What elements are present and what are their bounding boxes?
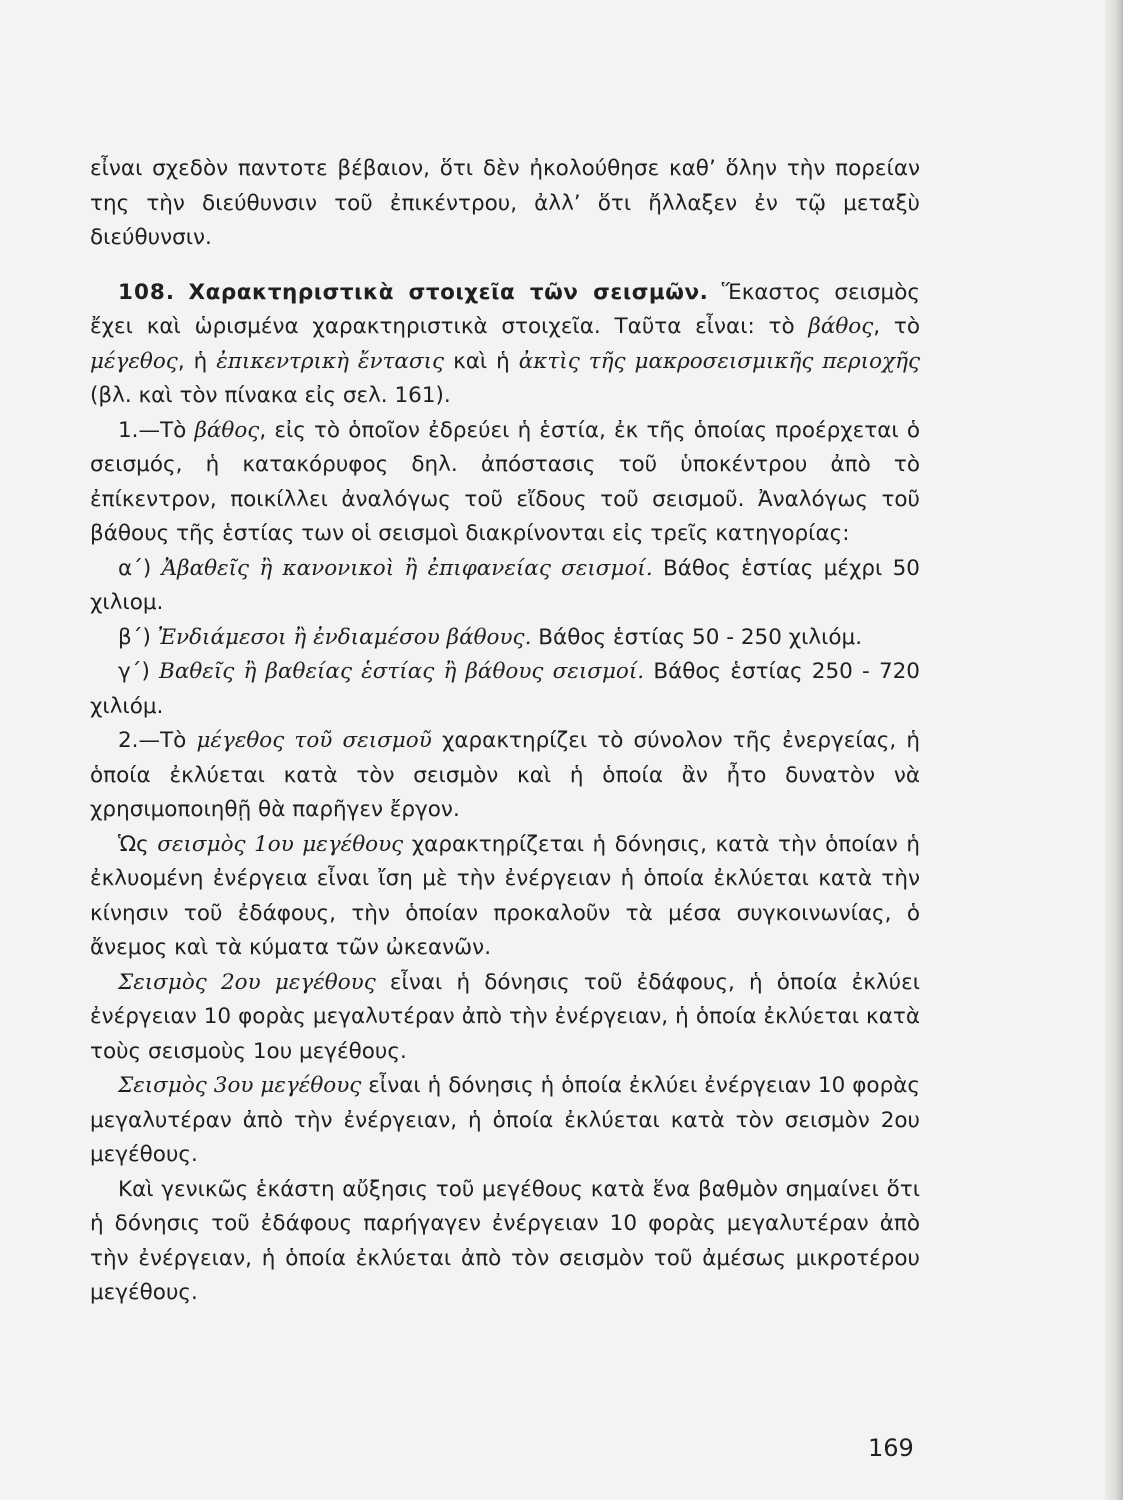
term-depth: βάθος xyxy=(808,314,874,339)
magnitude-lead: 2.—Τὸ xyxy=(118,728,197,753)
continued-paragraph: εἶναι σχεδὸν παντοτε βέβαιον, ὅτι δὲν ἠκολούθησε καθ’ ὅλην τὴν πορείαν της τὴν διεύθυνσιν τοῦ ἐπικέντρου, ἀλλ’ ὅτι ἤλλαξεν ἐν τῷ μεταξὺ διεύθυνσιν. xyxy=(90,156,920,250)
magnitude-paragraph xyxy=(90,724,920,828)
magnitude-1-paragraph xyxy=(90,828,920,966)
category-item xyxy=(90,621,920,656)
section-intro-text: καὶ ἡ xyxy=(444,348,519,374)
section-title: Χαρακτηριστικὰ στοιχεῖα τῶν σεισμῶν. xyxy=(188,279,709,305)
category-label: β΄) xyxy=(118,624,158,650)
section-intro-text: , ἡ xyxy=(177,348,217,374)
page-number: 169 xyxy=(868,1434,914,1462)
page-text xyxy=(90,152,920,1311)
section-intro-text: Ἕκαστος σεισμὸς ἔχει καὶ ὡρισμένα χαρακτηριστικὰ στοιχεῖα. Ταῦτα εἶναι: τὸ xyxy=(90,279,920,339)
magnitude-3-paragraph xyxy=(90,1069,920,1173)
term-epicentral-intensity: ἐπικεντρικὴ ἔντασις xyxy=(216,348,445,374)
mag3-text: εἶναι ἡ δόνησις ἡ ὁποία ἐκλύει ἐνέργειαν 10 φορὰς μεγαλυτέραν ἀπὸ τὴν ἐνέργειαν, ἡ ὁποία ἐκλύεται κατὰ τὸν σεισμὸν 2ου μεγέθους. xyxy=(90,1073,921,1167)
mag1-lead: Ὡς xyxy=(118,831,158,857)
section-108-paragraph xyxy=(90,276,920,414)
closing-paragraph: Καὶ γενικῶς ἑκάστη αὔξησις τοῦ μεγέθους κατὰ ἕνα βαθμὸν σημαίνει ὅτι ἡ δόνησις τοῦ ἐδάφους παρήγαγεν ἐνέργειαν 10 φορὰς μεγαλυτέραν ἀπὸ τὴν ἐνέργειαν, ἡ ὁποία ἐκλύεται ἀπὸ τὸν σεισμὸν τοῦ ἀμέσως μικροτέρου μεγέθους. xyxy=(90,1176,920,1305)
category-label: α΄) xyxy=(118,555,162,581)
mag2-text: εἶναι ἡ δόνησις τοῦ ἐδάφους, ἡ ὁποία ἐκλύει ἐνέργειαν 10 φορὰς μεγαλυτέραν ἀπὸ τὴν ἐνέργειαν, ἡ ὁποία ἐκλύεται κατὰ τοὺς σεισμοὺς 1ου μεγέθους. xyxy=(90,969,921,1064)
term-macroseismic-radius: ἀκτὶς τῆς μακροσεισμικῆς περιοχῆς xyxy=(518,348,920,374)
category-item xyxy=(90,655,920,724)
depth-paragraph xyxy=(90,414,920,552)
category-name: Βαθεῖς ἢ βαθείας ἑστίας ἢ βάθους σεισμοί. xyxy=(159,659,645,684)
depth-text: , εἰς τὸ ὁποῖον ἐδρεύει ἡ ἑστία, ἐκ τῆς ὁποίας προέρχεται ὁ σεισμός, ἡ κατακόρυφος δηλ. ἀπόστασις τοῦ ὑποκέντρου ἀπὸ τὸ ἐπίκεντρον, ποικίλλει ἀναλόγως τοῦ εἴδους τοῦ σεισμοῦ. Ἀναλόγως τοῦ βάθους τῆς ἑστίας των οἱ σεισμοὶ διακρίνονται εἰς τρεῖς κατηγορίας: xyxy=(90,417,920,546)
mag3-term: Σεισμὸς 3ου μεγέθους xyxy=(118,1073,362,1098)
category-desc: Βάθος ἑστίας 50 - 250 χιλιόμ. xyxy=(531,624,863,650)
category-desc: Βάθος ἑστίας 250 - 720 χιλιόμ. xyxy=(90,659,920,719)
depth-lead: 1.—Τὸ xyxy=(118,417,195,443)
section-intro-text: , τὸ xyxy=(873,314,920,339)
term-magnitude: μέγεθος xyxy=(90,348,178,374)
mag1-text: χαρακτηρίζεται ἡ δόνησις, κατὰ τὴν ὁποίαν ἡ ἐκλυομένη ἐνέργεια εἶναι ἴση μὲ τὴν ἐνέργειαν ἡ ὁποία ἐκλύεται κατὰ τὴν κίνησιν τοῦ ἐδάφους, τὴν ὁποίαν προκαλοῦν τὰ μέσα συγκοινωνίας, ὁ ἄνεμος καὶ τὰ κύματα τῶν ὠκεανῶν. xyxy=(90,831,920,960)
category-item xyxy=(90,552,920,621)
magnitude-text: χαρακτηρίζει τὸ σύνολον τῆς ἐνεργείας, ἡ ὁποία ἐκλύεται κατὰ τὸν σεισμὸν καὶ ἡ ὁποία ἂν ἦτο δυνατὸν νὰ χρησιμοποιηθῇ θὰ παρῆγεν ἔργον. xyxy=(90,728,921,822)
mag2-term: Σεισμὸς 2ου μεγέθους xyxy=(118,969,376,995)
section-intro-text: (βλ. καὶ τὸν πίνακα εἰς σελ. 161). xyxy=(90,383,451,408)
category-name: Ἐνδιάμεσοι ἢ ἐνδιαμέσου βάθους. xyxy=(157,624,532,650)
section-number: 108. xyxy=(118,279,176,305)
magnitude-term: μέγεθος τοῦ σεισμοῦ xyxy=(196,728,432,753)
magnitude-2-paragraph xyxy=(90,966,920,1070)
category-desc: Βάθος ἑστίας μέχρι 50 χιλιομ. xyxy=(90,555,920,615)
mag1-term: σεισμὸς 1ου μεγέθους xyxy=(157,831,404,857)
category-label: γ΄) xyxy=(118,659,160,684)
page-edge-shadow xyxy=(1105,0,1123,1500)
category-name: Ἀβαθεῖς ἢ κανονικοὶ ἢ ἐπιφανείας σεισμοί. xyxy=(161,555,653,581)
depth-term: βάθος xyxy=(194,417,260,443)
